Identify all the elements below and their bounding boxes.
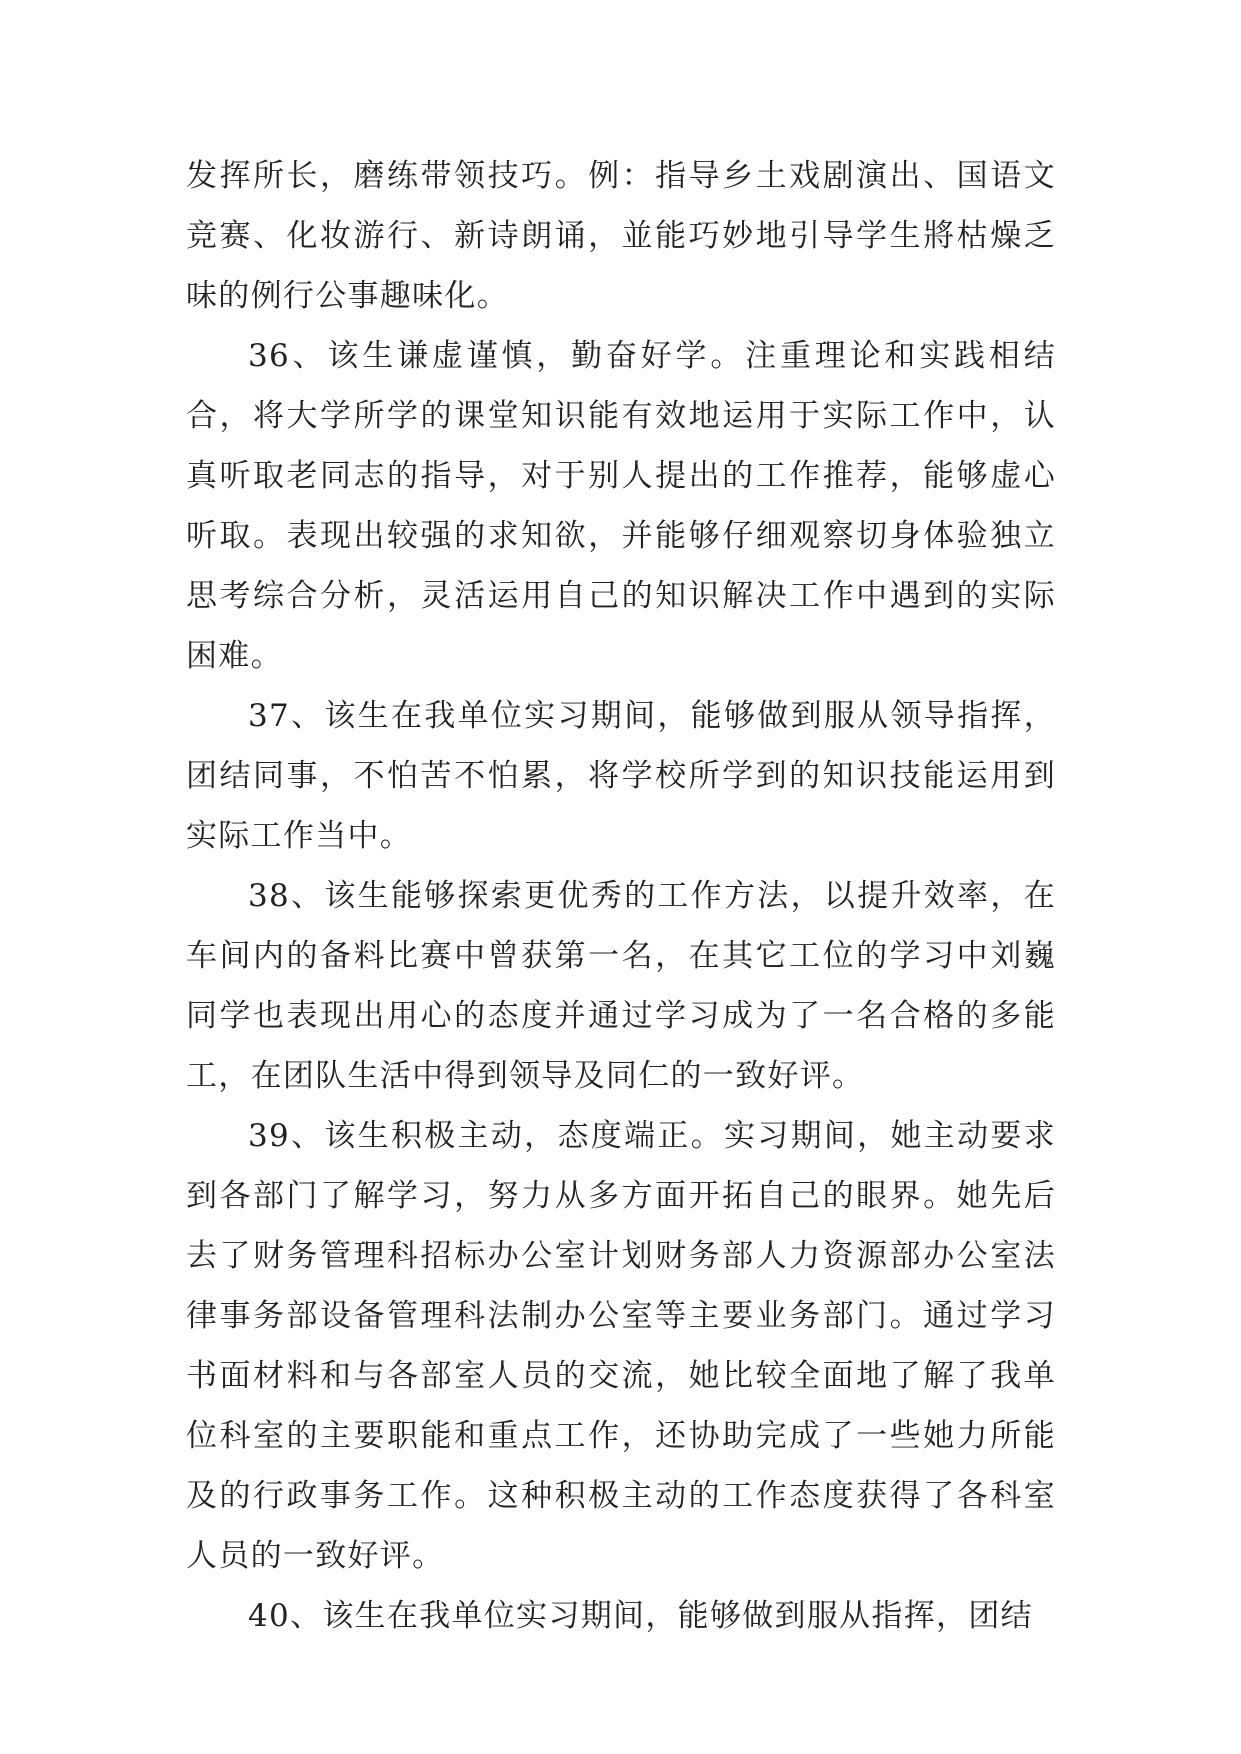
- paragraph-item-39: 39、该生积极主动，态度端正。实习期间，她主动要求到各部门了解学习，努力从多方面开拓自己的眼界。她先后去了财务管理科招标办公室计划财务部人力资源部办公室法律事务部设备管理科法制办公室等主要业务部门。通过学习书面材料和与各部室人员的交流，她比较全面地了解了我单位科室的主要职能和重点工作，还协助完成了一些她力所能及的行政事务工作。这种积极主动的工作态度获得了各科室人员的一致好评。: [186, 1118, 1056, 1574]
- paragraph-item-38: 38、该生能够探索更优秀的工作方法，以提升效率，在车间内的备料比赛中曾获第一名，在其它工位的学习中刘巍同学也表现出用心的态度并通过学习成为了一名合格的多能工，在团队生活中得到领导及同仁的一致好评。: [186, 878, 1056, 1094]
- paragraph-item-36: 36、该生谦虚谨慎，勤奋好学。注重理论和实践相结合，将大学所学的课堂知识能有效地运用于实际工作中，认真听取老同志的指导，对于别人提出的工作推荐，能够虚心听取。表现出较强的求知欲，并能够仔细观察切身体验独立思考综合分析，灵活运用自己的知识解决工作中遇到的实际困难。: [186, 338, 1056, 674]
- document-body: [186, 146, 1056, 1646]
- paragraph-continued: 发挥所长，磨练带领技巧。例：指导乡土戏剧演出、国语文竞赛、化妆游行、新诗朗诵，並能巧妙地引导学生將枯燥乏味的例行公事趣味化。: [186, 158, 1056, 314]
- paragraph-item-37: 37、该生在我单位实习期间，能够做到服从领导指挥，团结同事，不怕苦不怕累，将学校所学到的知识技能运用到实际工作当中。: [186, 698, 1056, 854]
- paragraph-item-40: 40、该生在我单位实习期间，能够做到服从指挥，团结: [248, 1598, 1033, 1634]
